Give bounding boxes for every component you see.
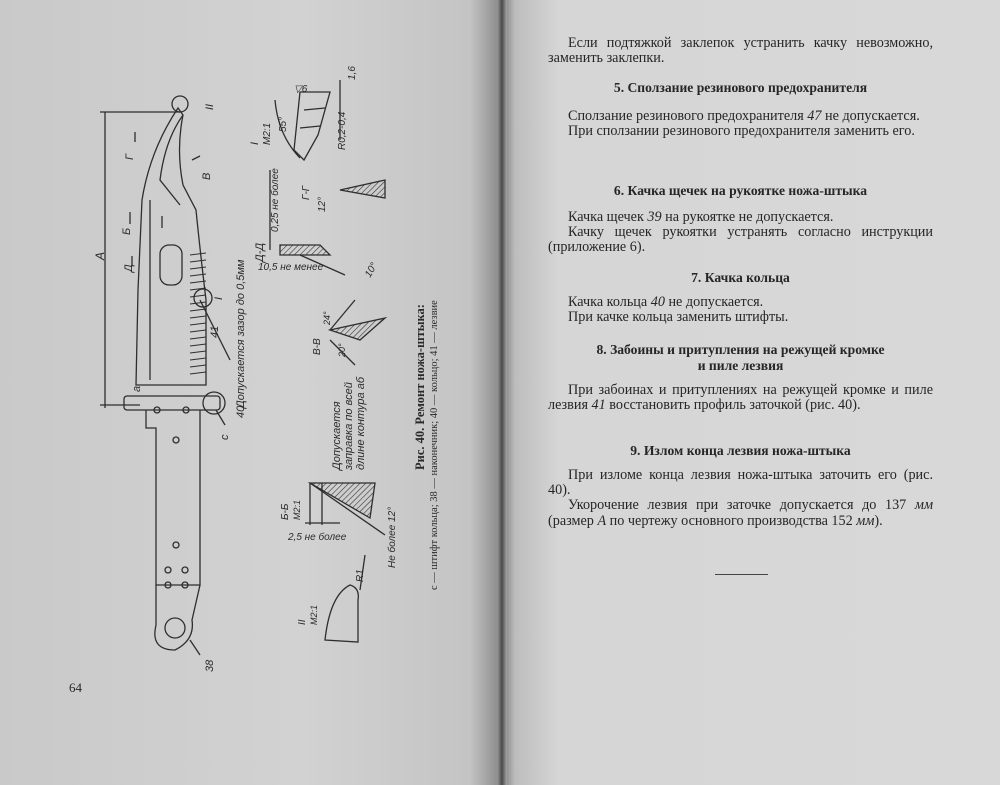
blade-slot <box>160 245 182 285</box>
ring-40 <box>203 392 225 414</box>
bb-dim: 2,5 не более <box>288 532 347 543</box>
det1-angle: 55° <box>278 116 289 132</box>
tip-circle-ii <box>172 96 188 112</box>
blade-outline <box>136 108 206 385</box>
d2-scale: М2:1 <box>309 604 319 625</box>
handle-outline <box>146 410 200 585</box>
gg-title: Г-Г <box>301 185 312 200</box>
bb-angle: Не более 12° <box>387 506 398 568</box>
det1-roughness: ▽6 <box>294 84 308 95</box>
d2-title: II <box>297 619 308 625</box>
label-a: а <box>131 385 143 392</box>
vv-title: В-В <box>312 338 323 355</box>
figure-caption-title: Рис. 40. Ремонт ножа-штыка: <box>413 304 427 470</box>
bb-title: Б-Б <box>280 503 291 520</box>
bb-scale: М2:1 <box>292 499 302 520</box>
section-heading: 8. Забоины и притупления на режущей кромке <box>596 342 885 357</box>
det1-title: I <box>249 141 261 145</box>
tip-38 <box>155 585 200 650</box>
crossguard <box>124 396 220 410</box>
section-heading: 6. Качка щечек на рукоятке ножа-штыка <box>613 183 868 198</box>
det1-dim: 1,6 <box>347 66 358 80</box>
dd-angle: 10° <box>363 260 381 280</box>
label-detail-i: I <box>213 296 225 300</box>
label-41: 41 <box>209 325 221 338</box>
dd-title: Д-Д <box>254 242 266 262</box>
label-38: 38 <box>204 659 216 672</box>
gg-angle: 12° <box>317 196 328 212</box>
section-heading-line-2: и пиле лезвия <box>697 358 784 373</box>
vv-angle-1: 24° <box>322 311 332 325</box>
dd-bottom-dim: 10,5 не менее <box>258 262 324 273</box>
section-5: 5. Сползание резинового предохранителя Сползание резинового предохранителя 47 не допускается. При сползании резинового предохранителя заменить его. <box>548 80 933 139</box>
gap-note: Допускается зазор до 0,5мм <box>235 259 247 408</box>
dd-top-dim: 0,25 не более <box>270 168 281 232</box>
intro-paragraph: Если подтяжкой заклепок устранить качку невозможно, заменить заклепки. <box>548 35 933 67</box>
label-section-v: В <box>201 172 213 180</box>
label-dim-a: А <box>93 251 107 260</box>
det1-scale: М2:1 <box>262 122 273 145</box>
figure-caption-legend: с — штифт кольца; 38 — наконечник; 40 — кольцо; 41 — лезвие <box>429 300 440 590</box>
label-c: с <box>219 434 231 440</box>
label-detail-ii: II <box>204 103 216 110</box>
end-rule-divider <box>715 574 768 575</box>
d2-radius: R1 <box>355 569 366 582</box>
burr-note-1: Допускается <box>331 401 343 470</box>
label-section-g: Г <box>124 154 136 160</box>
det1-radius: R0,2-0,4 <box>337 111 348 150</box>
vv-angle-2: 20° <box>337 343 347 357</box>
burr-note-2: заправка по всей <box>343 382 355 470</box>
burr-note-3: длине контура аб <box>355 376 367 470</box>
section-heading: 5. Сползание резинового предохранителя <box>613 80 868 95</box>
section-9: 9. Излом конца лезвия ножа-штыка При изломе конца лезвия ножа-штыка заточить его (рис. 40). Укорочение лезвия при заточке допускается до 137 мм (размер А по чертежу основного производства 152 мм). <box>548 443 933 529</box>
section-7: 7. Качка кольца Качка кольца 40 не допускается. При качке кольца заменить штифты. <box>548 270 933 325</box>
section-8: 8. Забоины и притупления на режущей кромке и пиле лезвия При забоинах и притуплениях на режущей кромке и пиле лезвия 41 восстановить профиль заточкой (рис. 40). <box>548 342 933 414</box>
label-section-d: Д <box>123 264 135 272</box>
page-number: 64 <box>69 680 82 695</box>
label-40: 40 <box>235 405 247 418</box>
section-heading: 7. Качка кольца <box>691 270 790 285</box>
section-6: 6. Качка щечек на рукоятке ножа-штыка Качка щечек 39 на рукоятке не допускается. Качку щечек рукоятки устранять согласно инструкции (приложение 6). <box>548 183 933 256</box>
label-section-b: Б <box>121 227 133 235</box>
section-heading: 9. Излом конца лезвия ножа-штыка <box>630 443 851 458</box>
